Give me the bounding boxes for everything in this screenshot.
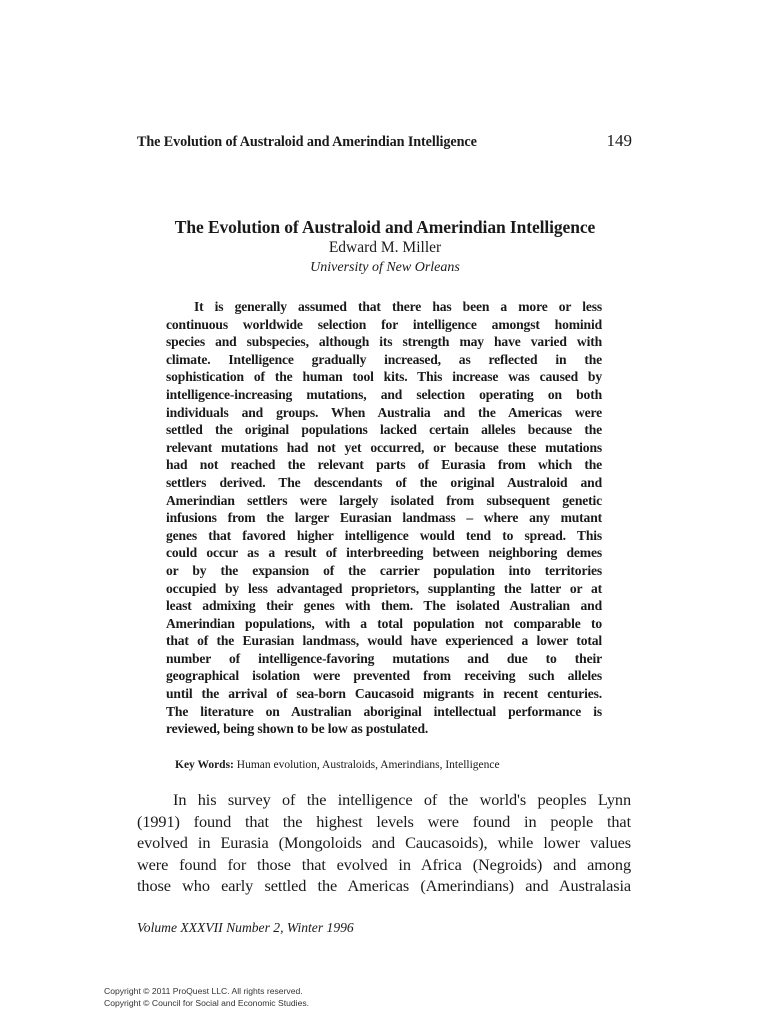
copyright-line-council: Copyright © Council for Social and Economic Studies. bbox=[104, 998, 310, 1008]
abstract-line: climate. Intelligence gradually increased, as reflected in the bbox=[166, 351, 602, 367]
author-name: Edward M. Miller bbox=[328, 239, 442, 256]
abstract bbox=[166, 298, 602, 738]
copyright-line-proquest: Copyright © 2011 ProQuest LLC. All rights reserved. bbox=[104, 986, 303, 996]
abstract-line: number of intelligence-favoring mutations and due to their bbox=[166, 650, 602, 666]
abstract-line: occupied by less advantaged proprietors, supplanting the latter or at bbox=[166, 580, 602, 596]
abstract-line: intelligence-increasing mutations, and selection operating on both bbox=[166, 386, 602, 402]
abstract-line: until the arrival of sea-born Caucasoid migrants in recent centuries. bbox=[166, 686, 602, 702]
abstract-line: settled the original populations lacked certain alleles because the bbox=[166, 422, 602, 438]
abstract-line: individuals and groups. When Australia and the Americas were bbox=[166, 404, 602, 420]
abstract-line: sophistication of the human tool kits. This increase was caused by bbox=[166, 369, 602, 385]
running-header-title: The Evolution of Australoid and Amerindian Intelligence bbox=[137, 134, 477, 150]
author-affiliation: University of New Orleans bbox=[310, 260, 460, 275]
abstract-line: It is generally assumed that there has been a more or less bbox=[194, 299, 602, 314]
abstract-line: infusions from the larger Eurasian landmass – where any mutant bbox=[166, 510, 602, 526]
keywords-label: Key Words: bbox=[175, 759, 234, 771]
abstract-line: least admixing their genes with them. The isolated Australian and bbox=[166, 598, 602, 614]
abstract-line: had not reached the relevant parts of Eurasia from which the bbox=[166, 457, 602, 473]
abstract-line: species and subspecies, although its strength may have varied with bbox=[166, 334, 602, 350]
abstract-line: Amerindian populations, with a total population not comparable to bbox=[166, 615, 602, 631]
abstract-line: The literature on Australian aboriginal intellectual performance is bbox=[166, 703, 602, 719]
page-number: 149 bbox=[606, 131, 632, 150]
keywords-text: Human evolution, Australoids, Amerindians, Intelligence bbox=[236, 759, 500, 771]
body-text bbox=[137, 789, 631, 897]
keywords bbox=[175, 759, 500, 771]
copyright-notice bbox=[104, 985, 309, 1009]
abstract-line: could occur as a result of interbreeding between neighboring demes bbox=[166, 545, 602, 561]
body-line: evolved in Eurasia (Mongoloids and Caucasoids), while lower values bbox=[137, 833, 631, 853]
article-title: The Evolution of Australoid and Amerindian Intelligence bbox=[174, 217, 596, 237]
abstract-line: that of the Eurasian landmass, would have experienced a lower total bbox=[166, 633, 602, 649]
abstract-line: geographical isolation were prevented from receiving such alleles bbox=[166, 668, 602, 684]
body-line: In his survey of the intelligence of the world's peoples Lynn bbox=[173, 790, 631, 809]
abstract-line: settlers derived. The descendants of the original Australoid and bbox=[166, 474, 602, 490]
body-line: those who early settled the Americas (Amerindians) and Australasia bbox=[137, 876, 631, 896]
abstract-line: reviewed, being shown to be low as postulated. bbox=[166, 721, 429, 737]
title-block bbox=[100, 217, 670, 278]
abstract-line: relevant mutations had not yet occurred, or because these mutations bbox=[166, 439, 602, 455]
abstract-line: or by the expansion of the carrier population into territories bbox=[166, 562, 602, 578]
body-line: (1991) found that the highest levels were found in people that bbox=[137, 811, 631, 831]
abstract-line: Amerindian settlers were largely isolated from subsequent genetic bbox=[166, 492, 602, 508]
journal-volume-footer: Volume XXXVII Number 2, Winter 1996 bbox=[137, 920, 354, 935]
body-line: were found for those that evolved in Africa (Negroids) and among bbox=[137, 854, 631, 874]
running-header bbox=[137, 131, 632, 155]
abstract-line: continuous worldwide selection for intelligence amongst hominid bbox=[166, 316, 602, 332]
abstract-line: genes that favored higher intelligence would tend to spread. This bbox=[166, 527, 602, 543]
